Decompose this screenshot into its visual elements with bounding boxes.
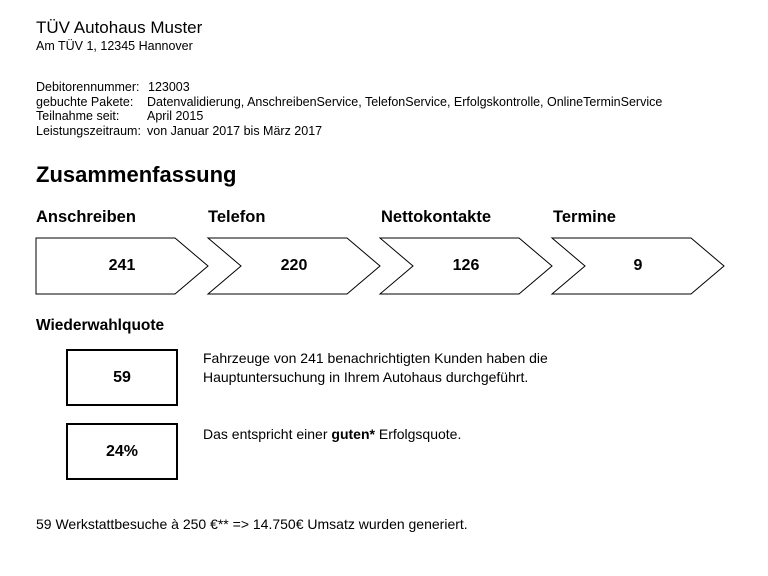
percent-text-after: Erfolgsquote. — [374, 426, 462, 442]
count-description-line: Hauptuntersuchung in Ihrem Autohaus durchgeführt. — [203, 369, 529, 385]
info-value: von Januar 2017 bis März 2017 — [147, 124, 323, 138]
info-value: Datenvalidierung, AnschreibenService, TelefonService, Erfolgskontrolle, OnlineTerminService — [147, 95, 663, 109]
count-description — [203, 349, 548, 387]
summary-title: Zusammenfassung — [36, 162, 237, 187]
stage-value-telefon: 220 — [280, 257, 308, 274]
info-label: Leistungszeitraum: — [36, 124, 141, 138]
percent-description — [203, 425, 461, 444]
stage-value-anschreiben: 241 — [108, 257, 136, 274]
stage-label-telefon: Telefon — [208, 208, 266, 226]
company-address: Am TÜV 1, 12345 Hannover — [36, 39, 193, 53]
quote-title: Wiederwahlquote — [36, 317, 165, 334]
info-label: gebuchte Pakete: — [36, 95, 134, 109]
count-description-line: Fahrzeuge von 241 benachrichtigten Kunden haben die — [203, 350, 548, 366]
stage-label-anschreiben: Anschreiben — [36, 208, 136, 226]
info-label: Debitorennummer: — [36, 80, 140, 94]
info-label: Teilnahme seit: — [36, 109, 120, 123]
info-value: 123003 — [148, 80, 190, 94]
count-value: 59 — [113, 368, 131, 386]
stage-value-termine: 9 — [633, 257, 643, 274]
stage-label-termine: Termine — [553, 208, 616, 226]
footer-revenue-note: 59 Werkstattbesuche à 250 €** => 14.750€ Umsatz wurden generiert. — [36, 516, 468, 532]
count-box — [66, 349, 178, 406]
percent-box — [66, 423, 178, 480]
stage-label-nettokontakte: Nettokontakte — [381, 208, 492, 226]
company-name: TÜV Autohaus Muster — [36, 18, 203, 37]
info-value: April 2015 — [147, 109, 204, 123]
percent-text-bold: guten* — [331, 426, 375, 442]
percent-text-before: Das entspricht einer — [203, 426, 332, 442]
stage-value-nettokontakte: 126 — [452, 257, 480, 274]
percent-value: 24% — [105, 442, 139, 460]
